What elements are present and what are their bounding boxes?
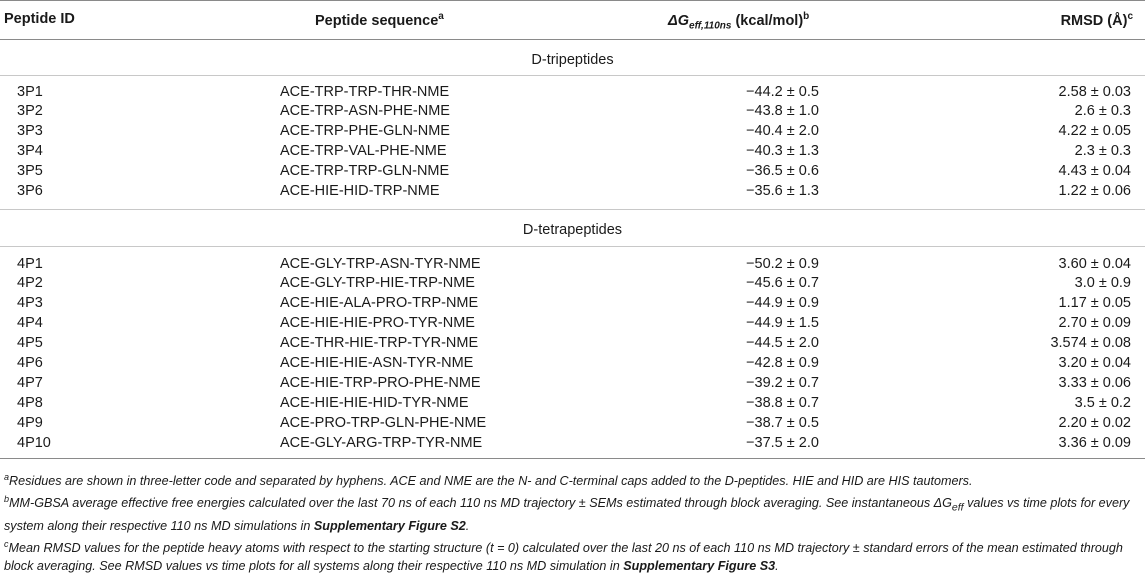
footnote-mark-a: a: [438, 11, 444, 22]
header-peptide-sequence: [315, 11, 444, 29]
footnote-c-text: Mean RMSD values for the peptide heavy atoms with respect to the starting structure (t = 0) calculated over the last 20 ns of each 110 ns MD trajectory ± standard errors of the mean estimated through block averaging. See RMSD values vs time plots for all systems along their respective 110 ns MD simulation in: [4, 541, 1123, 574]
cell-peptide-sequence: ACE-TRP-TRP-GLN-NME: [280, 163, 450, 179]
cell-peptide-id: 4P1: [17, 256, 43, 272]
top-rule: [0, 0, 1145, 1]
cell-peptide-sequence: ACE-GLY-ARG-TRP-TYR-NME: [280, 435, 483, 451]
footnote-a-text: Residues are shown in three-letter code and separated by hyphens. ACE and NME are the N- and C-terminal caps added to the D-peptides. HIE and HID are HIS tautomers.: [9, 474, 973, 489]
cell-peptide-id: 4P3: [17, 295, 43, 311]
cell-delta-g: −44.5 ± 2.0: [746, 335, 819, 351]
cell-peptide-sequence: ACE-TRP-ASN-PHE-NME: [280, 103, 450, 119]
footnote-c: [4, 535, 1142, 575]
cell-peptide-id: 3P4: [17, 143, 43, 159]
table-row: [0, 143, 1145, 162]
cell-rmsd: 2.58 ± 0.03: [1058, 84, 1131, 100]
cell-peptide-sequence: ACE-HIE-HIE-HID-TYR-NME: [280, 395, 469, 411]
table-row: [0, 435, 1145, 454]
cell-delta-g: −44.9 ± 0.9: [746, 295, 819, 311]
footnote-b-text-cont: values vs time plots for every system along their respective 110 ns MD simulations in: [4, 496, 1130, 533]
table-row: [0, 355, 1145, 374]
cell-delta-g: −40.4 ± 2.0: [746, 123, 819, 139]
cell-rmsd: 2.70 ± 0.09: [1058, 315, 1131, 331]
section-title-tripeptides: D-tripeptides: [531, 52, 614, 68]
cell-peptide-id: 4P10: [17, 435, 51, 451]
cell-delta-g: −35.6 ± 1.3: [746, 183, 819, 199]
cell-rmsd: 4.43 ± 0.04: [1058, 163, 1131, 179]
footnote-b-mark: b: [4, 494, 10, 505]
cell-peptide-id: 4P2: [17, 275, 43, 291]
section-rule: [0, 246, 1145, 247]
section-divider: [0, 209, 1145, 210]
cell-peptide-sequence: ACE-HIE-ALA-PRO-TRP-NME: [280, 295, 479, 311]
table-row: [0, 103, 1145, 122]
cell-rmsd: 4.22 ± 0.05: [1058, 123, 1131, 139]
footnote-c-end: .: [775, 559, 779, 574]
table-row: [0, 295, 1145, 314]
table-row: [0, 375, 1145, 394]
cell-peptide-sequence: ACE-HIE-HIE-ASN-TYR-NME: [280, 355, 474, 371]
table-footnotes: [4, 468, 1142, 575]
header-rmsd: [1061, 11, 1133, 29]
cell-peptide-sequence: ACE-HIE-HIE-PRO-TYR-NME: [280, 315, 475, 331]
cell-rmsd: 3.33 ± 0.06: [1058, 375, 1131, 391]
cell-delta-g: −38.7 ± 0.5: [746, 415, 819, 431]
cell-delta-g: −44.2 ± 0.5: [746, 84, 819, 100]
cell-rmsd: 3.20 ± 0.04: [1058, 355, 1131, 371]
table-row: [0, 163, 1145, 182]
header-peptide-id: [4, 11, 75, 27]
bottom-rule: [0, 458, 1145, 459]
cell-delta-g: −36.5 ± 0.6: [746, 163, 819, 179]
footnote-b-reference-link[interactable]: Supplementary Figure S2: [313, 518, 466, 533]
footnote-a-mark: a: [4, 472, 10, 482]
header-rmsd-label: RMSD (Å): [1060, 12, 1128, 29]
table-row: [0, 84, 1145, 103]
cell-delta-g: −45.6 ± 0.7: [746, 275, 819, 291]
table-row: [0, 415, 1145, 434]
cell-peptide-id: 4P8: [17, 395, 43, 411]
cell-peptide-sequence: ACE-THR-HIE-TRP-TYR-NME: [280, 335, 479, 351]
cell-rmsd: 1.17 ± 0.05: [1058, 295, 1131, 311]
header-delta-g-symbol: ΔG: [668, 12, 690, 29]
cell-rmsd: 3.0 ± 0.9: [1074, 275, 1131, 291]
cell-peptide-id: 3P3: [17, 123, 43, 139]
cell-peptide-id: 4P7: [17, 375, 43, 391]
header-delta-g-subscript: eff,110ns: [689, 20, 732, 32]
cell-delta-g: −43.8 ± 1.0: [746, 103, 819, 119]
cell-peptide-id: 4P4: [17, 315, 43, 331]
cell-delta-g: −50.2 ± 0.9: [746, 256, 819, 272]
header-delta-g: [668, 11, 809, 32]
footnote-b: [4, 490, 1142, 535]
cell-peptide-sequence: ACE-GLY-TRP-HIE-TRP-NME: [280, 275, 475, 291]
cell-rmsd: 3.5 ± 0.2: [1074, 395, 1131, 411]
table-row: [0, 123, 1145, 142]
cell-delta-g: −40.3 ± 1.3: [746, 143, 819, 159]
cell-peptide-sequence: ACE-HIE-HID-TRP-NME: [280, 183, 440, 199]
table-row: [0, 315, 1145, 334]
footnote-mark-c: c: [1127, 11, 1133, 22]
cell-delta-g: −42.8 ± 0.9: [746, 355, 819, 371]
table-row: [0, 183, 1145, 202]
cell-delta-g: −39.2 ± 0.7: [746, 375, 819, 391]
cell-delta-g: −44.9 ± 1.5: [746, 315, 819, 331]
footnote-b-end: .: [465, 518, 470, 533]
header-delta-g-units: (kcal/mol): [731, 12, 804, 29]
cell-rmsd: 2.20 ± 0.02: [1058, 415, 1131, 431]
cell-peptide-id: 3P5: [17, 163, 43, 179]
cell-peptide-id: 3P2: [17, 103, 43, 119]
cell-rmsd: 3.36 ± 0.09: [1058, 435, 1131, 451]
cell-peptide-sequence: ACE-HIE-TRP-PRO-PHE-NME: [280, 375, 481, 391]
table-row: [0, 275, 1145, 294]
footnote-b-text: MM-GBSA average effective free energies calculated over the last 70 ns of each 110 ns MD trajectory ± SEMs estimated through block averaging. See instantaneous ΔG: [9, 496, 952, 511]
footnote-c-mark: c: [4, 538, 9, 549]
cell-peptide-sequence: ACE-TRP-VAL-PHE-NME: [280, 143, 447, 159]
header-rule: [0, 39, 1145, 40]
footnote-b-subscript: eff: [951, 501, 964, 514]
footnote-c-reference-link[interactable]: Supplementary Figure S3: [623, 559, 776, 574]
footnote-mark-b: b: [803, 11, 810, 22]
cell-peptide-id: 4P6: [17, 355, 43, 371]
cell-rmsd: 2.3 ± 0.3: [1074, 143, 1131, 159]
section-title-tetrapeptides: D-tetrapeptides: [522, 222, 623, 238]
cell-peptide-sequence: ACE-TRP-PHE-GLN-NME: [280, 123, 450, 139]
section-rule: [0, 75, 1145, 76]
header-peptide-sequence-label: Peptide sequence: [315, 12, 439, 29]
cell-rmsd: 3.574 ± 0.08: [1050, 335, 1131, 351]
footnote-a: [4, 468, 1142, 490]
cell-peptide-sequence: ACE-PRO-TRP-GLN-PHE-NME: [280, 415, 487, 431]
cell-peptide-id: 3P6: [17, 183, 43, 199]
table-row: [0, 256, 1145, 275]
table-row: [0, 395, 1145, 414]
cell-peptide-id: 4P9: [17, 415, 43, 431]
table-row: [0, 335, 1145, 354]
cell-rmsd: 1.22 ± 0.06: [1058, 183, 1131, 199]
cell-peptide-id: 3P1: [17, 84, 43, 100]
cell-peptide-id: 4P5: [17, 335, 43, 351]
cell-delta-g: −37.5 ± 2.0: [746, 435, 819, 451]
header-peptide-id-label: Peptide ID: [4, 11, 75, 27]
cell-delta-g: −38.8 ± 0.7: [746, 395, 819, 411]
cell-peptide-sequence: ACE-GLY-TRP-ASN-TYR-NME: [280, 256, 481, 272]
cell-rmsd: 3.60 ± 0.04: [1058, 256, 1131, 272]
cell-rmsd: 2.6 ± 0.3: [1074, 103, 1131, 119]
cell-peptide-sequence: ACE-TRP-TRP-THR-NME: [280, 84, 450, 100]
